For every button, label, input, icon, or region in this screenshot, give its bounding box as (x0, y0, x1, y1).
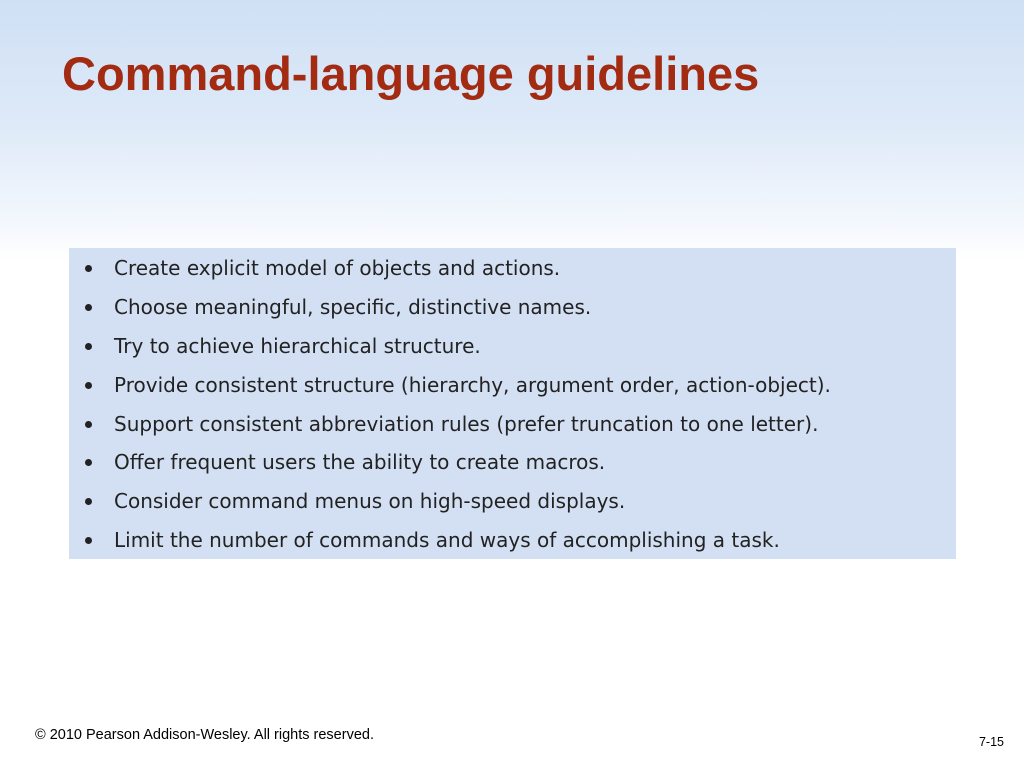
header-background (0, 0, 1024, 260)
guidelines-box (69, 248, 956, 559)
guideline-text: Try to achieve hierarchical structure. (114, 333, 481, 358)
guideline-item (69, 408, 956, 447)
bullet-icon (85, 265, 92, 272)
bullet-icon (85, 498, 92, 505)
guideline-item (69, 485, 956, 524)
copyright-notice: © 2010 Pearson Addison-Wesley. All rights reserved. (35, 727, 374, 743)
guideline-text: Support consistent abbreviation rules (prefer truncation to one letter). (114, 411, 819, 436)
bullet-icon (85, 382, 92, 389)
slide-title: Command-language guidelines (62, 47, 760, 100)
page-number: 7-15 (978, 735, 1004, 749)
guideline-item (69, 524, 956, 563)
guideline-text: Consider command menus on high-speed displays. (114, 489, 626, 514)
guideline-item (69, 252, 956, 291)
guideline-item (69, 369, 956, 408)
guideline-text: Limit the number of commands and ways of accomplishing a task. (114, 528, 780, 553)
guideline-text: Choose meaningful, specific, distinctive names. (114, 294, 592, 319)
bullet-icon (85, 421, 92, 428)
guidelines-list (69, 252, 956, 563)
guideline-item (69, 291, 956, 330)
bullet-icon (85, 304, 92, 311)
guideline-text: Offer frequent users the ability to create macros. (114, 450, 606, 475)
bullet-icon (85, 343, 92, 350)
guideline-text: Provide consistent structure (hierarchy, argument order, action-object). (114, 372, 831, 397)
guideline-text: Create explicit model of objects and actions. (114, 256, 561, 280)
bullet-icon (85, 537, 92, 544)
guideline-item (69, 330, 956, 369)
guideline-item (69, 446, 956, 485)
bullet-icon (85, 459, 92, 466)
